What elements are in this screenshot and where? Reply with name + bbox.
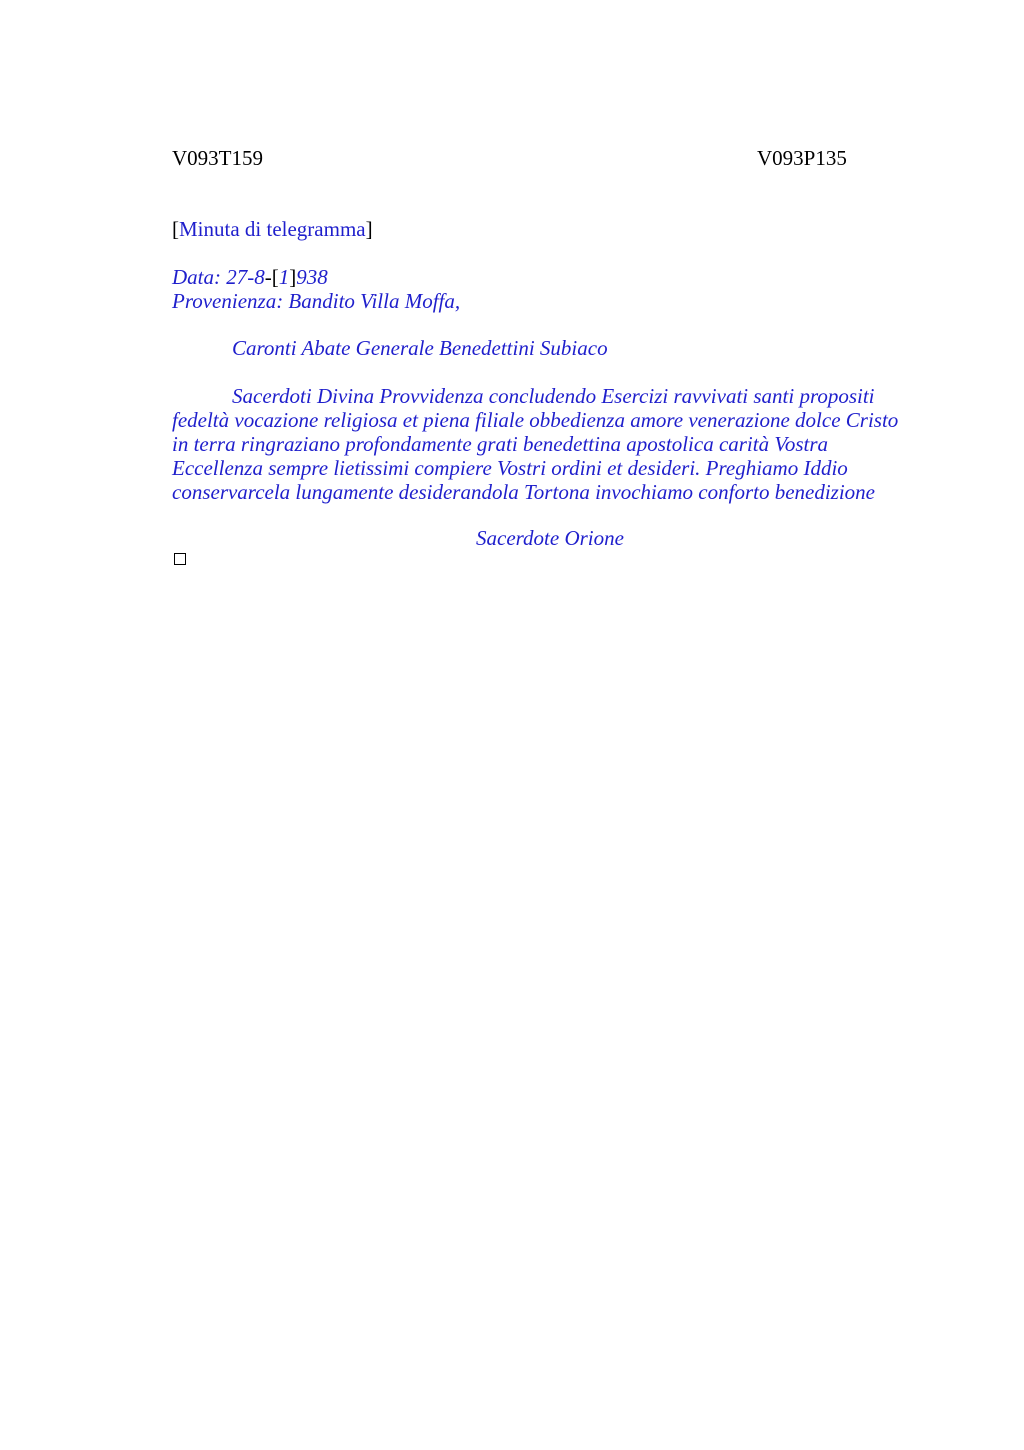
- date-dash: -: [264, 265, 272, 289]
- document-type: [172, 217, 373, 241]
- origin-line: Provenienza: Bandito Villa Moffa,: [172, 289, 461, 313]
- document-code-right: V093P135: [757, 146, 847, 170]
- date-century-digit: 1: [278, 265, 290, 289]
- date-bracket-close: ]: [289, 265, 297, 289]
- bracket-close: ]: [365, 217, 373, 241]
- bracket-open: [: [172, 217, 179, 241]
- document-type-label: Minuta di telegramma: [179, 217, 366, 241]
- addressee: Caronti Abate Generale Benedettini Subiaco: [232, 336, 608, 360]
- document-code-left: V093T159: [172, 146, 263, 170]
- end-marker-box-icon: [174, 553, 186, 565]
- date-bracket-open: [: [271, 265, 279, 289]
- date-line: [172, 265, 328, 289]
- telegram-body: Sacerdoti Divina Provvidenza concludendo Esercizi ravvivati santi propositi fedeltà vocazione religiosa et piena filiale obbedienza amore venerazione dolce Cristo in terra ringraziano profondamente grati benedettina apostolica carità Vostra Eccellenza sempre lietissimi compiere Vostri ordini et desideri. Preghiamo Iddio conservarcela lungamente desiderandola Tortona invochiamo conforto benedizione: [172, 384, 899, 504]
- date-label: Data:: [172, 265, 227, 289]
- signature: Sacerdote Orione: [476, 526, 624, 550]
- date-year-rest: 938: [296, 265, 328, 289]
- date-day-month: 27-8: [226, 265, 265, 289]
